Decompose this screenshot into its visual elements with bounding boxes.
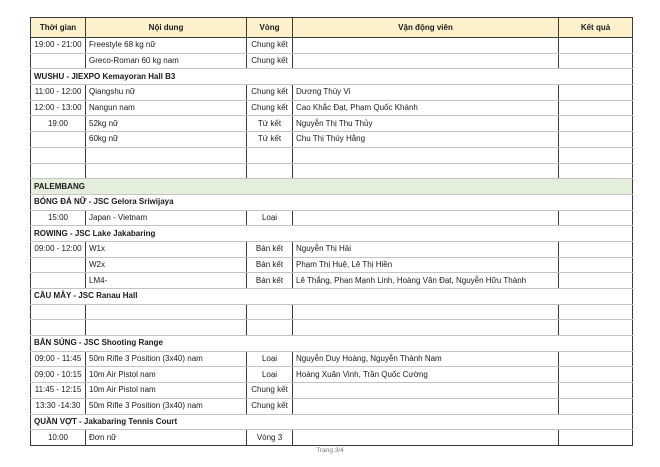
content-cell: 50m Rifle 3 Position (3x40) nam xyxy=(86,398,247,414)
table-row xyxy=(31,320,633,336)
athletes-cell: Nguyễn Thị Thu Thủy xyxy=(293,116,559,132)
time-cell xyxy=(31,257,86,273)
section-label: WUSHU - JIEXPO Kemayoran Hall B3 xyxy=(31,69,633,85)
result-cell xyxy=(559,53,633,69)
result-cell xyxy=(559,38,633,54)
region-label: PALEMBANG xyxy=(31,179,633,195)
content-cell xyxy=(86,163,247,179)
round-cell: Chung kết xyxy=(247,53,293,69)
round-cell xyxy=(247,304,293,320)
round-cell: Loại xyxy=(247,367,293,383)
section-label: BÓNG ĐÁ NỮ - JSC Gelora Sriwijaya xyxy=(31,194,633,210)
schedule-table xyxy=(30,17,633,446)
result-cell xyxy=(559,85,633,101)
time-cell: 11:00 - 12:00 xyxy=(31,85,86,101)
result-cell xyxy=(559,304,633,320)
column-header-time: Thời gian xyxy=(31,18,86,38)
content-cell: 52kg nữ xyxy=(86,116,247,132)
round-cell: Bán kết xyxy=(247,273,293,289)
result-cell xyxy=(559,163,633,179)
round-cell: Chung kết xyxy=(247,398,293,414)
result-cell xyxy=(559,383,633,399)
athletes-cell xyxy=(293,304,559,320)
athletes-cell xyxy=(293,147,559,163)
athletes-cell xyxy=(293,163,559,179)
result-cell xyxy=(559,273,633,289)
content-cell: 10m Air Pistol nam xyxy=(86,383,247,399)
content-cell: LM4- xyxy=(86,273,247,289)
time-cell: 15:00 xyxy=(31,210,86,226)
time-cell: 10:00 xyxy=(31,430,86,446)
table-row xyxy=(31,53,633,69)
table-row xyxy=(31,147,633,163)
content-cell: Japan - Vietnam xyxy=(86,210,247,226)
time-cell: 19:00 - 21:00 xyxy=(31,38,86,54)
result-cell xyxy=(559,132,633,148)
athletes-cell xyxy=(293,430,559,446)
table-row xyxy=(31,257,633,273)
venue-section-row xyxy=(31,194,633,210)
athletes-cell xyxy=(293,210,559,226)
content-cell xyxy=(86,320,247,336)
time-cell xyxy=(31,320,86,336)
venue-section-row xyxy=(31,69,633,85)
table-row xyxy=(31,273,633,289)
time-cell xyxy=(31,304,86,320)
round-cell: Chung kết xyxy=(247,383,293,399)
table-row xyxy=(31,398,633,414)
round-cell: Chung kết xyxy=(247,100,293,116)
time-cell xyxy=(31,53,86,69)
round-cell xyxy=(247,320,293,336)
time-cell: 09:00 - 12:00 xyxy=(31,241,86,257)
content-cell: Đơn nữ xyxy=(86,430,247,446)
table-row xyxy=(31,351,633,367)
venue-section-row xyxy=(31,226,633,242)
round-cell: Tứ kết xyxy=(247,116,293,132)
content-cell: 50m Rifle 3 Position (3x40) nam xyxy=(86,351,247,367)
athletes-cell xyxy=(293,383,559,399)
athletes-cell: Nguyễn Duy Hoàng, Nguyễn Thành Nam xyxy=(293,351,559,367)
column-header-content: Nội dung xyxy=(86,18,247,38)
round-cell: Vòng 3 xyxy=(247,430,293,446)
time-cell xyxy=(31,132,86,148)
page-footer xyxy=(0,447,660,454)
table-row xyxy=(31,304,633,320)
round-cell xyxy=(247,163,293,179)
content-cell xyxy=(86,147,247,163)
section-label: CẦU MÂY - JSC Ranau Hall xyxy=(31,289,633,305)
result-cell xyxy=(559,351,633,367)
region-header-row xyxy=(31,179,633,195)
table-row xyxy=(31,210,633,226)
result-cell xyxy=(559,320,633,336)
athletes-cell: Phạm Thị Huệ, Lê Thị Hiền xyxy=(293,257,559,273)
time-cell xyxy=(31,163,86,179)
round-cell: Chung kết xyxy=(247,85,293,101)
result-cell xyxy=(559,367,633,383)
content-cell: 60kg nữ xyxy=(86,132,247,148)
content-cell: Qiangshu nữ xyxy=(86,85,247,101)
athletes-cell: Lê Thắng, Phan Mạnh Linh, Hoàng Văn Đạt, Nguyễn Hữu Thành xyxy=(293,273,559,289)
content-cell: 10m Air Pistol nam xyxy=(86,367,247,383)
result-cell xyxy=(559,398,633,414)
round-cell xyxy=(247,147,293,163)
time-cell: 09:00 - 11:45 xyxy=(31,351,86,367)
table-row xyxy=(31,116,633,132)
section-label: ROWING - JSC Lake Jakabaring xyxy=(31,226,633,242)
athletes-cell: Dương Thúy Vi xyxy=(293,85,559,101)
result-cell xyxy=(559,210,633,226)
round-cell: Chung kết xyxy=(247,38,293,54)
table-row xyxy=(31,430,633,446)
result-cell xyxy=(559,147,633,163)
table-row xyxy=(31,38,633,54)
athletes-cell: Chu Thị Thúy Hằng xyxy=(293,132,559,148)
content-cell xyxy=(86,304,247,320)
round-cell: Loại xyxy=(247,210,293,226)
section-label: BẮN SÚNG - JSC Shooting Range xyxy=(31,336,633,352)
column-header-result: Kết quả xyxy=(559,18,633,38)
round-cell: Bán kết xyxy=(247,257,293,273)
content-cell: Nangun nam xyxy=(86,100,247,116)
table-row xyxy=(31,132,633,148)
table-header-row xyxy=(31,18,633,38)
result-cell xyxy=(559,116,633,132)
athletes-cell xyxy=(293,38,559,54)
athletes-cell: Cao Khắc Đạt, Phạm Quốc Khánh xyxy=(293,100,559,116)
content-cell: Freestyle 68 kg nữ xyxy=(86,38,247,54)
section-label: QUẦN VỢT - Jakabaring Tennis Court xyxy=(31,414,633,430)
column-header-round: Vòng xyxy=(247,18,293,38)
venue-section-row xyxy=(31,414,633,430)
round-cell: Tứ kết xyxy=(247,132,293,148)
result-cell xyxy=(559,430,633,446)
table-row xyxy=(31,383,633,399)
athletes-cell xyxy=(293,53,559,69)
column-header-athletes: Vận động viên xyxy=(293,18,559,38)
time-cell: 13:30 -14:30 xyxy=(31,398,86,414)
round-cell: Loại xyxy=(247,351,293,367)
time-cell: 11:45 - 12:15 xyxy=(31,383,86,399)
time-cell: 12:00 - 13:00 xyxy=(31,100,86,116)
page-number: Trang 3/4 xyxy=(316,447,344,454)
content-cell: W1x xyxy=(86,241,247,257)
result-cell xyxy=(559,241,633,257)
time-cell xyxy=(31,147,86,163)
schedule-body xyxy=(31,38,633,446)
table-row xyxy=(31,100,633,116)
athletes-cell xyxy=(293,320,559,336)
venue-section-row xyxy=(31,336,633,352)
table-row xyxy=(31,241,633,257)
table-row xyxy=(31,367,633,383)
venue-section-row xyxy=(31,289,633,305)
table-row xyxy=(31,85,633,101)
time-cell: 19:00 xyxy=(31,116,86,132)
athletes-cell xyxy=(293,398,559,414)
content-cell: Greco-Roman 60 kg nam xyxy=(86,53,247,69)
result-cell xyxy=(559,257,633,273)
time-cell xyxy=(31,273,86,289)
athletes-cell: Nguyễn Thị Hải xyxy=(293,241,559,257)
content-cell: W2x xyxy=(86,257,247,273)
round-cell: Bán kết xyxy=(247,241,293,257)
table-row xyxy=(31,163,633,179)
result-cell xyxy=(559,100,633,116)
time-cell: 09:00 - 10:15 xyxy=(31,367,86,383)
athletes-cell: Hoàng Xuân Vinh, Trần Quốc Cường xyxy=(293,367,559,383)
